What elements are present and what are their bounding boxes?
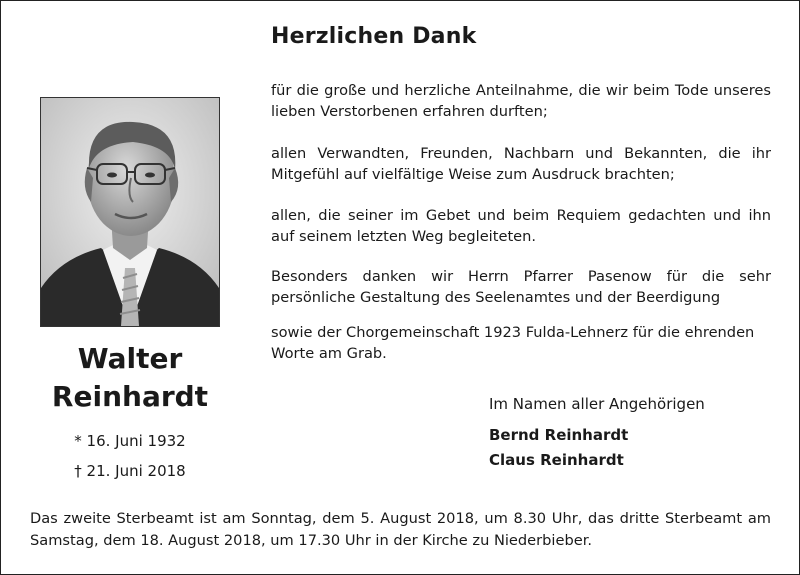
service-info: Das zweite Sterbeamt ist am Sonntag, dem 5. August 2018, um 8.30 Uhr, das dritte Sterbeamt am Samstag, dem 18. August 2018, um 17.30 Uhr in der Kirche zu Niederbieber. <box>30 510 771 549</box>
notice-heading: Herzlichen Dank <box>271 24 477 49</box>
thanks-paragraph: Besonders danken wir Herrn Pfarrer Pasenow für die sehr persönliche Gestaltung des Seelenamtes und der Beerdigung <box>271 268 771 306</box>
portrait-photo <box>40 97 220 327</box>
death-date: † 21. Juni 2018 <box>74 462 186 480</box>
signature-name: Bernd Reinhardt <box>489 426 629 444</box>
deceased-last-name: Reinhardt <box>51 380 209 413</box>
birth-date: * 16. Juni 1932 <box>74 432 186 450</box>
signature-name: Claus Reinhardt <box>489 451 624 469</box>
deceased-name <box>20 340 240 416</box>
thanks-paragraph: allen, die seiner im Gebet und beim Requiem gedachten und ihn auf seinem letzten Weg begleiteten. <box>271 207 771 245</box>
thanks-paragraph: sowie der Chorgemeinschaft 1923 Fulda-Lehnerz für die ehrenden Worte am Grab. <box>271 324 755 362</box>
thanks-paragraph: für die große und herzliche Anteilnahme, die wir beim Tode unseres lieben Verstorbenen erfahren durften; <box>271 82 771 120</box>
thanks-paragraph: allen Verwandten, Freunden, Nachbarn und Bekannten, die ihr Mitgefühl auf vielfältige Weise zum Ausdruck brachten; <box>271 145 771 183</box>
signature-intro: Im Namen aller Angehörigen <box>489 395 705 413</box>
deceased-first-name: Walter <box>77 342 183 375</box>
